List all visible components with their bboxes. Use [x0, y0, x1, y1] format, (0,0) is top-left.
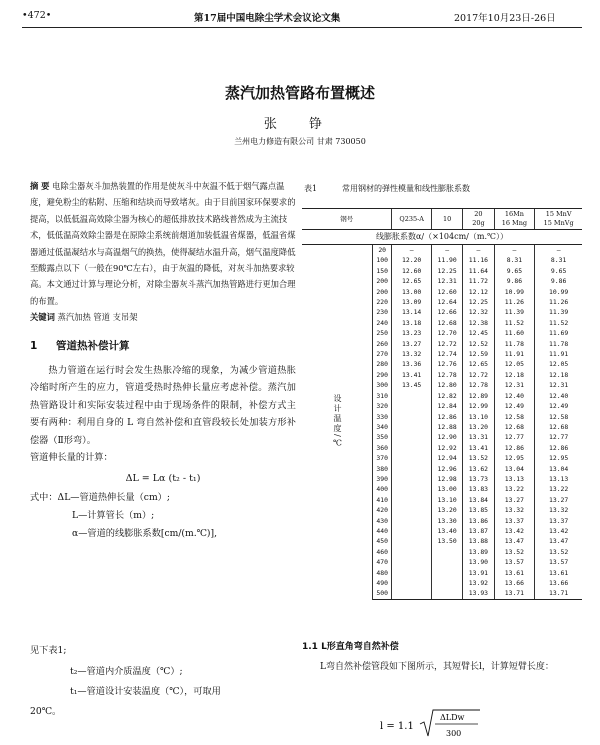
table-temperature-cell: 330: [376, 412, 388, 421]
table-value-cell: 13.13: [535, 474, 582, 484]
subsection-body: [302, 659, 582, 676]
left-column: [30, 178, 296, 543]
table-value-cell: 12.31: [535, 380, 582, 390]
table-value-cell: 12.45: [463, 328, 494, 338]
paper-title: 蒸汽加热管路布置概述: [224, 84, 375, 102]
table-value-cell: 12.98: [431, 474, 462, 484]
table-value-cell: 13.32: [535, 505, 582, 515]
table-value-cell: 13.31: [463, 432, 494, 442]
table-value-cell: 12.86: [494, 443, 535, 453]
table-value-cell: 13.73: [463, 474, 494, 484]
table-value-cell: 13.52: [494, 547, 535, 557]
table-value-cell: 11.39: [535, 307, 582, 317]
table-temperature-cell: 200: [376, 287, 388, 296]
table-value-cell: [392, 401, 432, 411]
table-value-cell: 12.05: [494, 359, 535, 369]
formula-numerator: ΔLDw: [440, 713, 465, 722]
table-value-cell: 13.10: [431, 495, 462, 505]
table-value-cell: 12.77: [535, 432, 582, 442]
table-value-cell: 13.36: [392, 359, 432, 369]
table-value-cell: 12.20: [392, 255, 432, 265]
table-value-cell: [392, 536, 432, 546]
table-value-cell: 12.92: [431, 443, 462, 453]
table-value-cell: 13.20: [463, 422, 494, 432]
table-value-cell: 8.31: [535, 255, 582, 265]
table-temperature-cell: 410: [376, 495, 388, 504]
table-value-cell: 13.14: [392, 307, 432, 317]
table-temperature-cell: 150: [376, 266, 388, 275]
definition-alpha: α—管道的线膨胀系数[cm/(m.℃)],: [72, 527, 218, 539]
abstract-text: 电除尘器灰斗加热装置的作用是使灰斗中灰温不低于烟气露点温度，避免粉尘的粘附、压缩和结块而导致堵灰。由于目前国家环保要求的提高，以低低温高效除尘器为核心的超低排放技术路线普然成为主流技术，低低温高效除尘器是在原除尘系统前烟道加装低温省煤器，低温省煤器通过低温凝结水与高温烟气的换热，使得凝结水温升高，烟气温度降低至酸露点以下（一般在90℃左右），由于灰温的降低，对灰斗加热要求较高。本文通过计算与理论分析，对除尘器灰斗蒸汽加热管路进行更加合理的布置。: [30, 181, 296, 306]
table-value-cell: 12.68: [535, 422, 582, 432]
table-value-cell: [431, 588, 462, 599]
table-value-cell: [392, 568, 432, 578]
table-value-cell: 11.78: [535, 339, 582, 349]
table-value-cell: 13.04: [494, 464, 535, 474]
table-temperature-cell: 310: [376, 391, 388, 400]
table-temperature-cell: 470: [376, 558, 388, 567]
table-temperature-cell: 300: [376, 381, 388, 390]
table-value-cell: 13.61: [494, 568, 535, 578]
table-value-cell: [392, 526, 432, 536]
table-value-cell: 13.00: [392, 287, 432, 297]
table-value-cell: 13.45: [392, 380, 432, 390]
table-value-cell: [431, 547, 462, 557]
table-value-cell: 11.90: [431, 255, 462, 265]
table-value-cell: 13.27: [494, 495, 535, 505]
table-value-cell: [392, 495, 432, 505]
table-value-cell: 12.31: [494, 380, 535, 390]
table-value-cell: 12.60: [392, 266, 432, 276]
table-temperature-cell: 380: [376, 464, 388, 473]
table-row: [302, 245, 582, 256]
table-number: 表1: [304, 184, 318, 193]
running-header: [22, 10, 582, 24]
section-number: 1: [30, 339, 38, 352]
table-header-cell: 16Mn 16 Mng: [494, 209, 535, 230]
table-value-cell: 12.72: [431, 339, 462, 349]
subsection-paragraph: L弯自然补偿管段如下图所示，其短臂长l，计算短臂长度：: [320, 662, 554, 672]
table-temperature-cell: 370: [376, 454, 388, 463]
table-value-cell: 13.47: [494, 536, 535, 546]
table-temperature-cell: 340: [376, 422, 388, 431]
table-value-cell: 13.41: [392, 370, 432, 380]
definition-l: L—计算管长（m）;: [72, 509, 155, 521]
table-temperature-cell: 390: [376, 474, 388, 483]
table-value-cell: 11.64: [463, 266, 494, 276]
table-value-cell: 12.32: [463, 307, 494, 317]
affiliation: 兰州电力修造有限公司 甘肃 730050: [234, 137, 366, 146]
table-value-cell: 13.20: [431, 505, 462, 515]
table-temperature-cell: 260: [376, 339, 388, 348]
table-value-cell: 12.68: [494, 422, 535, 432]
table-temperature-cell: 290: [376, 370, 388, 379]
table-value-cell: 10.99: [494, 287, 535, 297]
table-value-cell: 13.10: [463, 412, 494, 422]
table-value-cell: 13.09: [392, 297, 432, 307]
variable-definitions: [30, 489, 296, 543]
table-value-cell: 13.40: [431, 526, 462, 536]
table-value-cell: 12.74: [431, 349, 462, 359]
table-value-cell: 12.25: [463, 297, 494, 307]
table-temperature-cell: 230: [376, 308, 388, 317]
table-value-cell: 12.88: [431, 422, 462, 432]
table-value-cell: 13.62: [463, 464, 494, 474]
elongation-formula: ΔL = Lα (t₂ - t₁): [125, 472, 201, 484]
table-value-cell: 12.96: [431, 464, 462, 474]
table-value-cell: 13.52: [535, 547, 582, 557]
table-value-cell: 12.58: [535, 412, 582, 422]
definition-t1: t₁—管道设计安装温度（℃），可取用: [70, 686, 221, 697]
table-value-cell: 12.76: [431, 359, 462, 369]
table-temperature-cell: 490: [376, 579, 388, 587]
table-value-cell: [392, 464, 432, 474]
table-temperature-cell: 420: [376, 506, 388, 515]
table-value-cell: 9.86: [494, 276, 535, 286]
table-value-cell: 12.40: [494, 391, 535, 401]
table-side-label: 设计温度/℃: [302, 245, 373, 600]
table-value-cell: [392, 505, 432, 515]
table-temperature-cell: 200: [376, 277, 388, 286]
table-value-cell: 13.91: [463, 568, 494, 578]
keywords-label: 关键词: [30, 312, 55, 323]
table-value-cell: 11.26: [494, 297, 535, 307]
table-value-cell: 13.86: [463, 516, 494, 526]
page-number: •472•: [22, 10, 52, 21]
table-value-cell: 13.42: [535, 526, 582, 536]
table-temperature-cell: 480: [376, 568, 388, 577]
section-title: 管道热补偿计算: [56, 339, 130, 352]
table-value-cell: 8.31: [494, 255, 535, 265]
table-temperature-cell: 430: [376, 516, 388, 525]
conference-date: 2017年10月23日-26日: [454, 13, 556, 24]
table-temperature-cell: 350: [376, 433, 388, 442]
table-value-cell: 12.60: [431, 287, 462, 297]
table-value-cell: [392, 453, 432, 463]
table-value-cell: 9.86: [535, 276, 582, 286]
expansion-coefficient-table: [302, 208, 582, 600]
table-value-cell: 12.66: [431, 307, 462, 317]
table-value-cell: [392, 422, 432, 432]
table-value-cell: 13.32: [494, 505, 535, 515]
header-rule: [22, 27, 582, 28]
table-value-cell: 13.57: [494, 557, 535, 567]
table-value-cell: 12.49: [494, 401, 535, 411]
table-value-cell: [392, 391, 432, 401]
table-value-cell: 11.72: [463, 276, 494, 286]
author-name: 张 铮: [263, 117, 337, 132]
table-value-cell: 13.18: [392, 318, 432, 328]
table-value-cell: 13.87: [463, 526, 494, 536]
section-heading: [30, 338, 296, 354]
table-value-cell: [392, 557, 432, 567]
table-value-cell: 13.83: [463, 484, 494, 494]
table-value-cell: [431, 557, 462, 567]
table-temperature-cell: 440: [376, 526, 388, 535]
left-column-bottom: [30, 640, 296, 722]
table-value-cell: 13.50: [431, 536, 462, 546]
definition-t2: t₂—管道内介质温度（℃）;: [70, 666, 183, 677]
table-temperature-cell: 500: [373, 588, 392, 599]
table-value-cell: 13.22: [494, 484, 535, 494]
table-value-cell: 12.49: [535, 401, 582, 411]
table-value-cell: –: [494, 245, 535, 256]
table-value-cell: 12.40: [535, 391, 582, 401]
table-value-cell: 13.32: [392, 349, 432, 359]
table-value-cell: 12.70: [431, 328, 462, 338]
table-value-cell: 12.65: [392, 276, 432, 286]
abstract-label: 摘 要: [30, 181, 50, 191]
table-value-cell: 12.78: [463, 380, 494, 390]
table-value-cell: 13.92: [463, 578, 494, 588]
table-value-cell: [392, 443, 432, 453]
table-temperature-cell: 240: [376, 318, 388, 327]
table-value-cell: 11.52: [535, 318, 582, 328]
table-value-cell: [392, 578, 432, 588]
table-value-cell: 13.41: [463, 443, 494, 453]
table-header-cell: 钢号: [302, 209, 392, 230]
table-value-cell: 10.99: [535, 287, 582, 297]
table-value-cell: [392, 516, 432, 526]
table-value-cell: 9.65: [535, 266, 582, 276]
table-value-cell: 13.37: [535, 516, 582, 526]
table-value-cell: 13.52: [463, 453, 494, 463]
table-value-cell: 12.95: [494, 453, 535, 463]
table-value-cell: –: [535, 245, 582, 256]
table-value-cell: 11.26: [535, 297, 582, 307]
table-value-cell: –: [463, 245, 494, 256]
table-value-cell: 11.69: [535, 328, 582, 338]
table-value-cell: 13.88: [463, 536, 494, 546]
table-value-cell: 11.91: [535, 349, 582, 359]
table-temperature-cell: 270: [376, 350, 388, 359]
table-value-cell: 12.86: [535, 443, 582, 453]
keywords: [30, 309, 296, 325]
table-value-cell: [392, 474, 432, 484]
table-header-cell: 10: [431, 209, 462, 230]
table-value-cell: 12.77: [494, 432, 535, 442]
table-value-cell: [392, 432, 432, 442]
table-temperature-cell: 360: [376, 443, 388, 452]
table-value-cell: 12.90: [431, 432, 462, 442]
table-temperature-cell: 450: [376, 537, 388, 546]
table-value-cell: 13.66: [535, 578, 582, 588]
table-value-cell: 12.82: [431, 391, 462, 401]
definition-see-table: 见下表1;: [30, 645, 67, 656]
table-value-cell: 13.84: [463, 495, 494, 505]
table-value-cell: 13.66: [494, 578, 535, 588]
table-value-cell: 12.18: [494, 370, 535, 380]
table-temperature-cell: 220: [376, 298, 388, 307]
table-value-cell: 12.99: [463, 401, 494, 411]
table-value-cell: 12.68: [431, 318, 462, 328]
table-value-cell: 11.60: [494, 328, 535, 338]
formula-denominator: 300: [446, 729, 462, 738]
table-value-cell: 12.18: [535, 370, 582, 380]
table-value-cell: 13.30: [431, 516, 462, 526]
table-caption: [304, 183, 470, 194]
abstract: [30, 178, 296, 309]
table-value-cell: 12.38: [463, 318, 494, 328]
table-header-row: [302, 209, 582, 230]
keywords-text: 蒸汽加热 管道 支吊架: [57, 312, 138, 323]
table-value-cell: 11.52: [494, 318, 535, 328]
table-value-cell: 13.42: [494, 526, 535, 536]
conference-name: 第17届中国电除尘学术会议论文集: [194, 13, 341, 24]
table-temperature-cell: 20: [378, 246, 387, 254]
table-value-cell: 13.71: [494, 588, 535, 599]
table-value-cell: 11.39: [494, 307, 535, 317]
table-value-cell: 12.80: [431, 380, 462, 390]
table-caption-text: 常用钢材的弹性模量和线性膨胀系数: [342, 184, 470, 193]
table-value-cell: –: [431, 245, 462, 256]
table-value-cell: 13.89: [463, 547, 494, 557]
table-value-cell: 13.23: [392, 328, 432, 338]
formula-lhs: l = 1.1: [380, 721, 414, 732]
paragraph-elongation: 管道伸长量的计算：: [30, 452, 113, 464]
table-value-cell: 12.84: [431, 401, 462, 411]
table-value-cell: 11.91: [494, 349, 535, 359]
definition-t1-tail: 20℃。: [30, 706, 62, 717]
table-value-cell: 13.04: [535, 464, 582, 474]
table-value-cell: 13.93: [463, 588, 494, 599]
table-value-cell: 12.52: [463, 339, 494, 349]
table-value-cell: [392, 484, 432, 494]
table-temperature-cell: 100: [376, 256, 388, 265]
table-temperature-cell: 400: [376, 485, 388, 494]
short-arm-formula: [380, 708, 540, 740]
table-value-cell: 12.78: [431, 370, 462, 380]
table-value-cell: 12.86: [431, 412, 462, 422]
table-value-cell: 12.65: [463, 359, 494, 369]
table-value-cell: 13.37: [494, 516, 535, 526]
table-value-cell: 9.65: [494, 266, 535, 276]
paragraph-compensation: 热力管道在运行时会发生热胀冷缩的现象，为减少管道热胀冷缩时所产生的应力，管道受热时热伸长量应考虑补偿。蒸汽加热管路设计和实际安装过程中由于现场条件的限制，补偿方式主要有两种：利用自身的 L 弯自然补偿和直管段较长处加装方形补偿器（Ⅱ形弯）。: [30, 365, 296, 446]
subsection-heading: 1.1 L形直角弯自然补偿: [302, 642, 399, 652]
table-value-cell: 12.64: [431, 297, 462, 307]
table-header-cell: Q235-A: [392, 209, 432, 230]
table-value-cell: 13.22: [535, 484, 582, 494]
table-value-cell: 13.57: [535, 557, 582, 567]
table-value-cell: 12.94: [431, 453, 462, 463]
table-value-cell: 13.71: [535, 588, 582, 599]
table-header-cell: 15 MnV 15 MnVg: [535, 209, 582, 230]
table-value-cell: 13.90: [463, 557, 494, 567]
table-value-cell: 13.47: [535, 536, 582, 546]
table-unit-row: [302, 230, 582, 245]
table-value-cell: 12.12: [463, 287, 494, 297]
definition-delta-l: 式中：ΔL—管道热伸长量（cm）;: [30, 491, 170, 503]
table-value-cell: 12.59: [463, 349, 494, 359]
table-temperature-cell: 250: [376, 329, 388, 338]
table-temperature-cell: 460: [376, 547, 388, 556]
table-value-cell: [392, 412, 432, 422]
table-value-cell: 13.27: [535, 495, 582, 505]
table-value-cell: 12.31: [431, 276, 462, 286]
table-value-cell: 12.05: [535, 359, 582, 369]
table-value-cell: 12.25: [431, 266, 462, 276]
table-value-cell: [392, 588, 432, 599]
table-value-cell: 13.13: [494, 474, 535, 484]
table-value-cell: 11.16: [463, 255, 494, 265]
table-value-cell: 13.61: [535, 568, 582, 578]
table-value-cell: 12.72: [463, 370, 494, 380]
table-value-cell: [431, 578, 462, 588]
table-value-cell: 12.95: [535, 453, 582, 463]
table-value-cell: 13.27: [392, 339, 432, 349]
table-header-cell: 20 20g: [463, 209, 494, 230]
table-value-cell: 12.89: [463, 391, 494, 401]
table-value-cell: 13.00: [431, 484, 462, 494]
table-value-cell: –: [392, 245, 432, 256]
table-value-cell: 13.85: [463, 505, 494, 515]
table-value-cell: 12.58: [494, 412, 535, 422]
table-value-cell: [392, 547, 432, 557]
table-unit-label: 线膨胀系数α/（×104cm/（m.℃））: [302, 230, 582, 245]
table-temperature-cell: 280: [376, 360, 388, 369]
table-temperature-cell: 320: [376, 402, 388, 411]
table-value-cell: 11.78: [494, 339, 535, 349]
table-value-cell: [431, 568, 462, 578]
short-arm-formula-graphic: [380, 708, 540, 742]
